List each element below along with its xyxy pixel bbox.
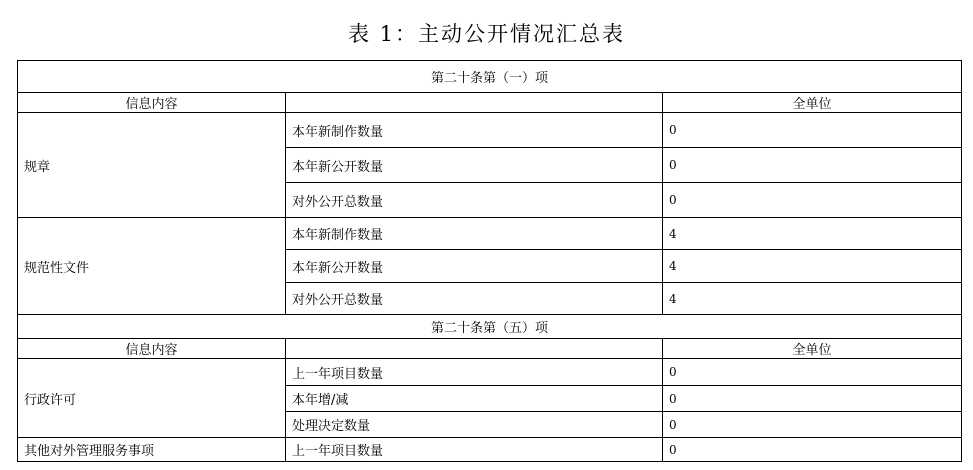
item-label: 上一年项目数量 [286, 438, 663, 462]
item-value: 0 [663, 438, 962, 462]
table-row [18, 218, 962, 250]
item-value: 0 [663, 113, 962, 148]
disclosure-summary-table [17, 60, 962, 462]
section-heading: 第二十条第（五）项 [18, 315, 962, 339]
column-header-blank [286, 339, 663, 359]
item-label: 对外公开总数量 [286, 183, 663, 218]
table-row [18, 438, 962, 462]
table-row [18, 113, 962, 148]
item-label: 处理决定数量 [286, 412, 663, 438]
table-title: 表 1：主动公开情况汇总表 [347, 22, 626, 46]
column-header-unit: 全单位 [663, 93, 962, 113]
category-label: 规范性文件 [18, 218, 286, 315]
item-value: 4 [663, 250, 962, 283]
section-heading-row [18, 61, 962, 93]
category-label: 规章 [18, 113, 286, 218]
item-value: 4 [663, 283, 962, 315]
category-label: 行政许可 [18, 359, 286, 438]
section-heading-row [18, 315, 962, 339]
item-label: 本年增/减 [286, 386, 663, 412]
item-value: 0 [663, 386, 962, 412]
item-label: 上一年项目数量 [286, 359, 663, 386]
item-label: 本年新制作数量 [286, 113, 663, 148]
item-value: 0 [663, 183, 962, 218]
category-label: 其他对外管理服务事项 [18, 438, 286, 462]
item-label: 本年新公开数量 [286, 148, 663, 183]
column-header-content: 信息内容 [18, 339, 286, 359]
column-header-unit: 全单位 [663, 339, 962, 359]
item-value: 0 [663, 412, 962, 438]
item-label: 对外公开总数量 [286, 283, 663, 315]
table-row [18, 359, 962, 386]
column-header-blank [286, 93, 663, 113]
column-header-content: 信息内容 [18, 93, 286, 113]
item-value: 0 [663, 359, 962, 386]
item-label: 本年新制作数量 [286, 218, 663, 250]
column-header-row [18, 339, 962, 359]
column-header-row [18, 93, 962, 113]
item-value: 0 [663, 148, 962, 183]
item-label: 本年新公开数量 [286, 250, 663, 283]
item-value: 4 [663, 218, 962, 250]
section-heading: 第二十条第（一）项 [18, 61, 962, 93]
